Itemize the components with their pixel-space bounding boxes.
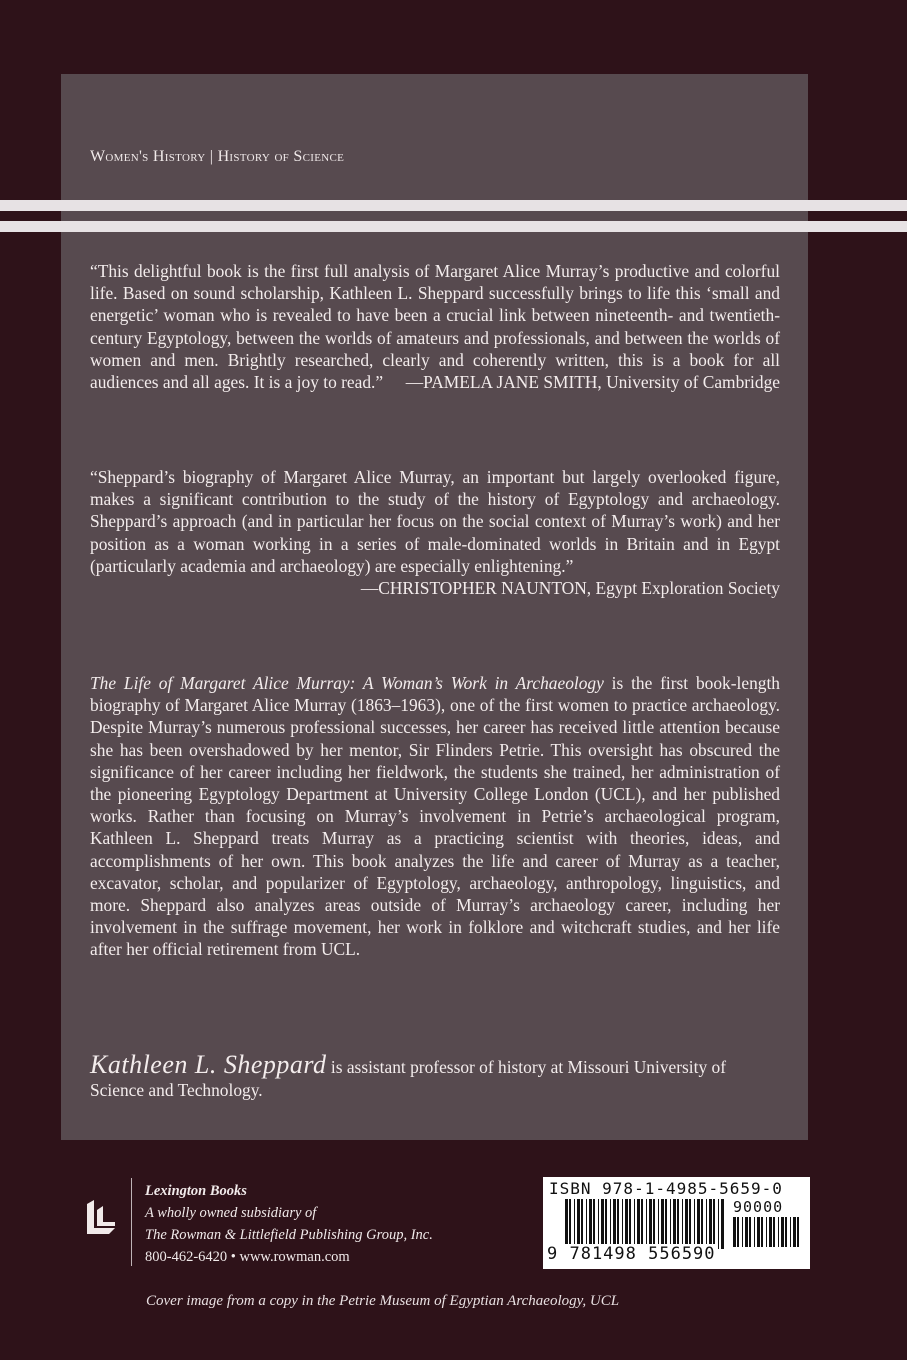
barcode-bar	[653, 1199, 655, 1249]
barcode-bar	[697, 1199, 700, 1249]
review-quote-2	[90, 466, 780, 599]
barcode-bar	[694, 1199, 695, 1249]
barcode-bar	[749, 1217, 751, 1247]
barcode-bar	[617, 1199, 619, 1249]
decorative-stripe-bottom	[0, 221, 907, 232]
lexington-logo-icon	[85, 1200, 117, 1236]
barcode-bar	[649, 1199, 652, 1249]
barcode-bar	[629, 1199, 631, 1249]
barcode-addon: 90000	[733, 1198, 784, 1216]
barcode-bar	[766, 1217, 767, 1247]
barcode-bar	[565, 1199, 568, 1249]
barcode-bar	[673, 1199, 676, 1249]
publisher-subsidiary: A wholly owned subsidiary of	[145, 1205, 317, 1221]
barcode-bar	[677, 1199, 679, 1249]
cover-image-credit: Cover image from a copy in the Petrie Museum of Egyptian Archaeology, UCL	[146, 1293, 620, 1309]
barcode-bar	[574, 1199, 575, 1249]
barcode-bar	[577, 1199, 580, 1249]
barcode-bar	[601, 1199, 604, 1249]
book-title: The Life of Margaret Alice Murray: A Woman’s Work in Archaeology	[90, 673, 604, 693]
barcode-bar	[625, 1199, 628, 1249]
barcode-bar	[665, 1199, 667, 1249]
barcode-bar	[797, 1217, 799, 1247]
review-quote-1-attribution: —PAMELA JANE SMITH, University of Cambridge	[405, 372, 780, 393]
review-quote-2-text: “Sheppard’s biography of Margaret Alice Murray, an important but largely overlooked figure, makes a significant contribution to the study of the history of Egyptology and archaeology. Sheppard’s approach (and in particular her focus on the social context of Murray’s work) and her position as a woman working in a series of male-dominated worlds in Britain and in Egypt (particularly academia and archaeology) are especially enlightening.”	[90, 467, 780, 576]
barcode-bar	[761, 1217, 763, 1247]
barcode-bar	[706, 1199, 707, 1249]
barcode-bar	[613, 1199, 616, 1249]
barcode-bar	[661, 1199, 664, 1249]
barcode-bar	[670, 1199, 671, 1249]
barcode-bar	[610, 1199, 611, 1249]
barcode-bar	[742, 1217, 743, 1247]
review-quote-2-attribution: —CHRISTOPHER NAUNTON, Egypt Exploration Society	[360, 578, 780, 599]
isbn-barcode	[543, 1177, 810, 1269]
publisher-info	[145, 1180, 433, 1268]
barcode-bar	[685, 1199, 688, 1249]
text-panel	[61, 74, 808, 1140]
barcode-bar	[593, 1199, 595, 1249]
barcode-bar	[682, 1199, 683, 1249]
barcode-bar	[769, 1217, 772, 1247]
addon-bars-icon	[733, 1217, 805, 1251]
barcode-bar	[589, 1199, 592, 1249]
barcode-bar	[637, 1199, 640, 1249]
decorative-stripe-top	[0, 200, 907, 211]
barcode-bars-icon	[565, 1199, 725, 1249]
barcode-bar	[658, 1199, 659, 1249]
barcode-bar	[641, 1199, 643, 1249]
barcode-bar	[689, 1199, 691, 1249]
isbn-label: ISBN 978-1-4985-5659-0	[549, 1179, 783, 1198]
author-bio-text: is assistant professor of history at Missouri University of Science and Technology.	[90, 1057, 726, 1100]
barcode-bar	[754, 1217, 755, 1247]
barcode-bar	[778, 1217, 779, 1247]
barcode-bar	[745, 1217, 748, 1247]
barcode-bar	[781, 1217, 784, 1247]
barcode-bar	[737, 1217, 739, 1247]
barcode-bar	[773, 1217, 775, 1247]
publisher-divider	[131, 1178, 132, 1266]
barcode-bar	[701, 1199, 703, 1249]
barcode-bar	[646, 1199, 647, 1249]
category-label: Women's History | History of Science	[90, 148, 345, 165]
barcode-ean: 9 781498 556590	[547, 1244, 716, 1264]
barcode-bar	[605, 1199, 607, 1249]
publisher-contact: 800-462-6420 • www.rowman.com	[145, 1249, 350, 1265]
author-name: Kathleen L. Sheppard	[90, 1050, 327, 1079]
barcode-bar	[581, 1199, 583, 1249]
author-bio	[90, 1050, 780, 1102]
barcode-bar	[634, 1199, 635, 1249]
book-description	[90, 672, 780, 961]
barcode-bar	[713, 1199, 715, 1249]
barcode-bar	[790, 1217, 791, 1247]
barcode-bar	[598, 1199, 599, 1249]
book-description-body: is the first book-length biography of Margaret Alice Murray (1863–1963), one of the first women to practice archaeology. Despite Murray’s numerous professional successes, her career has received little attention because she has been overshadowed by her mentor, Sir Flinders Petrie. This oversight has obscured the significance of her career including her fieldwork, the students she trained, her administration of the pioneering Egyptology Department at University College London (UCL), and her published works. Rather than focusing on Murray’s involvement in Petrie’s archaeological program, Kathleen L. Sheppard treats Murray as a practicing scientist with theories, ideas, and accomplishments of her own. This book analyzes the life and career of Murray as a teacher, excavator, scholar, and popularizer of Egyptology, archaeology, anthropology, linguistics, and more. Sheppard also analyzes areas outside of Murray’s archaeology career, including her involvement in the suffrage movement, her work in folklore and witchcraft studies, and her life after her official retirement from UCL.	[90, 673, 780, 960]
barcode-bar	[709, 1199, 712, 1249]
barcode-bar	[586, 1199, 587, 1249]
publisher-group: The Rowman & Littlefield Publishing Group, Inc.	[145, 1227, 433, 1243]
barcode-bar	[721, 1199, 724, 1249]
barcode-bar	[622, 1199, 623, 1249]
barcode-bar	[757, 1217, 760, 1247]
publisher-name: Lexington Books	[145, 1183, 247, 1199]
barcode-bar	[718, 1199, 719, 1249]
barcode-bar	[733, 1217, 736, 1247]
barcode-bar	[569, 1199, 571, 1249]
review-quote-1	[90, 260, 780, 393]
review-quote-1-text: “This delightful book is the first full analysis of Margaret Alice Murray’s productive and colorful life. Based on sound scholarship, Kathleen L. Sheppard successfully brings to life this ‘small and energetic’ woman who is revealed to have been a crucial link between nineteenth- and twentieth-century Egyptology, between the worlds of amateurs and professionals, and between the worlds of women and men. Brightly researched, clearly and coherently written, this is a book for all audiences and all ages. It is a joy to read.”	[90, 261, 780, 393]
barcode-bar	[793, 1217, 796, 1247]
barcode-bar	[785, 1217, 787, 1247]
